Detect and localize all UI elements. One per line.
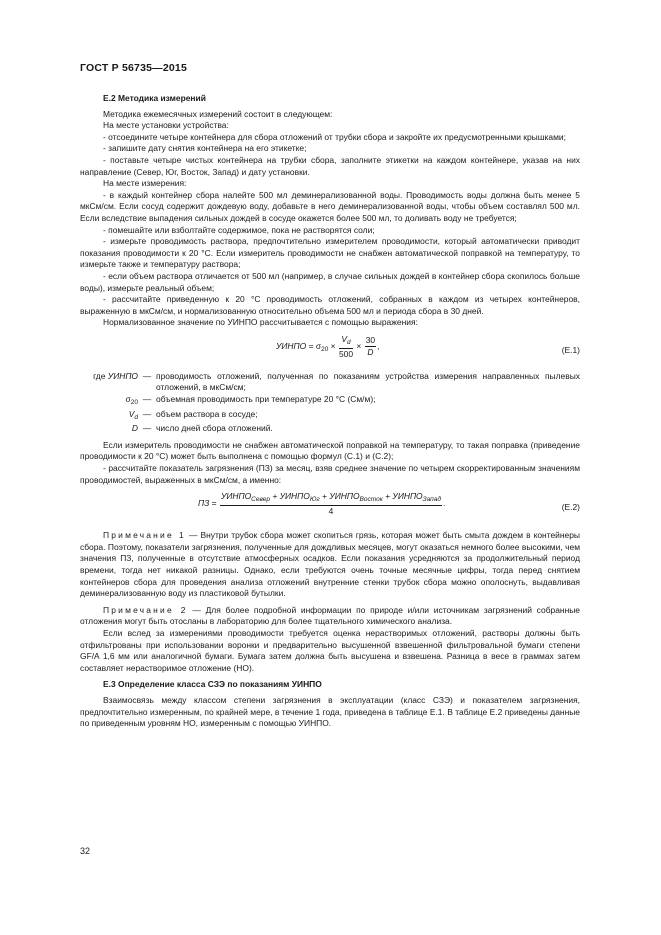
formula-e1-times-1: × bbox=[330, 341, 336, 352]
e2-line-11: Нормализованное значение по УИНПО рассчитывается с помощью выражения: bbox=[103, 317, 418, 328]
note-1-label: Примечание 1 bbox=[103, 530, 186, 541]
formula-e1 bbox=[80, 334, 580, 368]
section-e2-heading: Е.2 Методика измерений bbox=[103, 93, 206, 103]
e2-final-paragraph: Если вслед за измерениями проводимости требуется оценка нерастворимых отложений, растворы должны быть отфильтрованы при использовании воронки и предварительно высушенной взвешенной фильтровальной бумаги степени GF/A 1,6 мм или аналогичной бумаги. Бумага затем должна быть высушена и взвешена. Разница в весе в граммах затем составляет нерастворимое отложение (НО). bbox=[80, 627, 580, 673]
note-1-text: — Внутри трубок сбора может скопиться грязь, которая может быть смыта дождем в контейнеры сбора. Поэтому, показатели загрязнения, полученные для дождливых месяцев, могут оказаться немного более высокими, чем значения ПЗ, полученные в отсутствие атмосферных осадков. Если показания усредняются за продолжительный период времени, тогда нет никакой разницы. Однако, если требуются очень точные месячные цифры, тогда перед снятием контейнеров сбора для проведения анализа отложений внутренние стенки трубок сбора можно ополоснуть, выдавливая деминерализованную воду из пластиковой бутылки. bbox=[80, 530, 580, 599]
e2-line-8: - измерьте проводимость раствора, предпочтительно измерителем проводимости, который автоматически приводит показания проводимости к 20 °С. Если измеритель проводимости не снабжен автоматической поправкой на температуру, то измерьте также и температуру раствора; bbox=[80, 236, 580, 270]
section-e3-heading: Е.3 Определение класса СЗЭ по показаниям УИНПО bbox=[103, 679, 322, 690]
formula-e1-expression: УИНПО = $\sigma_{20}$ × $\frac{V_d}{500}$ × $\frac{30}{D}$ , bbox=[276, 333, 380, 359]
formula-e1-fraction-volume: $\frac{V_d}{500}$ bbox=[338, 333, 354, 359]
definition-where: где УИНПО bbox=[93, 370, 138, 381]
e2-line2-1: - рассчитайте показатель загрязнения (ПЗ) за месяц, взяв среднее значение по четырем скорректированным значениям проводимостей, выраженных в мкСм/см, а именно: bbox=[80, 463, 580, 485]
definition-text: объем раствора в сосуде; bbox=[156, 408, 258, 419]
e2-line-1: На месте установки устройства: bbox=[103, 120, 229, 131]
formula-e1-number: (Е.1) bbox=[561, 344, 580, 355]
formula-e1-eq: = bbox=[308, 341, 314, 352]
formula-e2-fraction: $\frac{УИНПО_{Север} + УИНПО_{Юг} + УИНПО_{Восток} + УИНПО_{Запад}}{4}$ bbox=[220, 491, 441, 517]
formula-e1-lhs: УИНПО bbox=[276, 341, 307, 352]
formula-e2 bbox=[80, 491, 580, 525]
page-header-standard: ГОСТ Р 56735—2015 bbox=[80, 62, 188, 74]
definition-uinpo: где УИНПО — проводимость отложений, полученная по показаниям устройства измерения направленных пылевых отложений, в мкСм/см; bbox=[80, 371, 580, 394]
formula-e1-times-2: × bbox=[356, 341, 362, 352]
definition-text: проводимость отложений, полученная по показаниям устройства измерения направленных пылевых отложений, в мкСм/см; bbox=[156, 370, 580, 393]
formula-e2-expression: ПЗ = $\frac{УИНПО_{Север} + УИНПО_{Юг} + УИНПО_{Восток} + УИНПО_{Запад}}{4}$ . bbox=[198, 491, 446, 517]
formula-e2-lhs: ПЗ bbox=[198, 498, 210, 509]
note-1 bbox=[80, 530, 580, 600]
e2-line-4: - поставьте четыре чистых контейнера на трубки сбора, заполните этикетки на каждом контейнере, указав на них направление (Север, Юг, Восток, Запад) и дату установки. bbox=[80, 154, 580, 177]
page-number: 32 bbox=[80, 846, 91, 856]
e2-line2-0: Если измеритель проводимости не снабжен автоматической поправкой на температуру, то такая поправка (приведение проводимости к 20 °С) может быть выполнена с помощью формул (С.1) и (С.2); bbox=[80, 439, 580, 462]
formula-e2-number: (Е.2) bbox=[561, 502, 580, 513]
formula-e1-fraction-days: $\frac{30}{D}$ bbox=[365, 335, 376, 358]
definition-d: D — число дней сбора отложений. bbox=[80, 423, 580, 435]
definition-vd: $V_d$ — объем раствора в сосуде; bbox=[80, 409, 580, 424]
note-2-text: — Для более подробной информации по природе и/или источникам загрязнений собранные отложения могут быть отосланы в лабораторию для более тщательного химического анализа. bbox=[80, 604, 580, 627]
e2-line-0: Методика ежемесячных измерений состоит в следующем: bbox=[103, 108, 333, 119]
note-2-label: Примечание 2 bbox=[103, 604, 188, 615]
e2-line-10: - рассчитайте приведенную к 20 °С проводимость отложений, собранных в каждом из четырех контейнеров, выраженную в мкСм/см, и нормализованную относительно объема 500 мл и периода сбора в 30 дней. bbox=[80, 294, 580, 316]
definitions-block bbox=[80, 371, 580, 435]
definition-text: объемная проводимость при температуре 20 °С (См/м); bbox=[156, 394, 376, 405]
e2-line-7: - помешайте или взболтайте содержимое, пока не растворятся соли; bbox=[103, 224, 375, 235]
e2-line-2: - отсоедините четыре контейнера для сбора отложений от трубки сбора и закройте их предусмотренными крышками; bbox=[103, 131, 566, 142]
e2-line-5: На месте измерения: bbox=[103, 178, 187, 189]
definition-sigma20: $\sigma_{20}$ — объемная проводимость при температуре 20 °С (См/м); bbox=[80, 394, 580, 409]
e2-line-3: - запишите дату снятия контейнера на его этикетке; bbox=[103, 143, 307, 154]
formula-e1-sigma: $\sigma_{20}$ bbox=[315, 341, 329, 354]
e3-paragraph: Взаимосвязь между классом степени загрязнения в эксплуатации (класс СЗЭ) и показателем загрязнения, предпочтительно измеренным, по крайней мере, в течение 1 года, приведена в таблице Е.1. В таблице Е.2 приведены данные по приведенным уровням НО, измеренным с помощью УИНПО. bbox=[80, 694, 580, 729]
note-2 bbox=[80, 605, 580, 628]
page-content bbox=[80, 93, 580, 730]
definition-text: число дней сбора отложений. bbox=[156, 423, 273, 434]
e2-line-9: - если объем раствора отличается от 500 мл (например, в случае сильных дождей в контейнер сбора скопилось больше воды), измерьте реальный объем; bbox=[80, 270, 580, 293]
e2-line-6: - в каждый контейнер сбора налейте 500 мл деминерализованной воды. Проводимость воды должна быть менее 5 мкСм/см. Если сосуд содержит дождевую воду, добавьте в него деминерализованной воды, чтобы объем составлял 500 мл. Если вследствие выпадения сильных дождей в сосуде окажется более 500 мл, то доливать воду не требуется; bbox=[80, 189, 580, 223]
